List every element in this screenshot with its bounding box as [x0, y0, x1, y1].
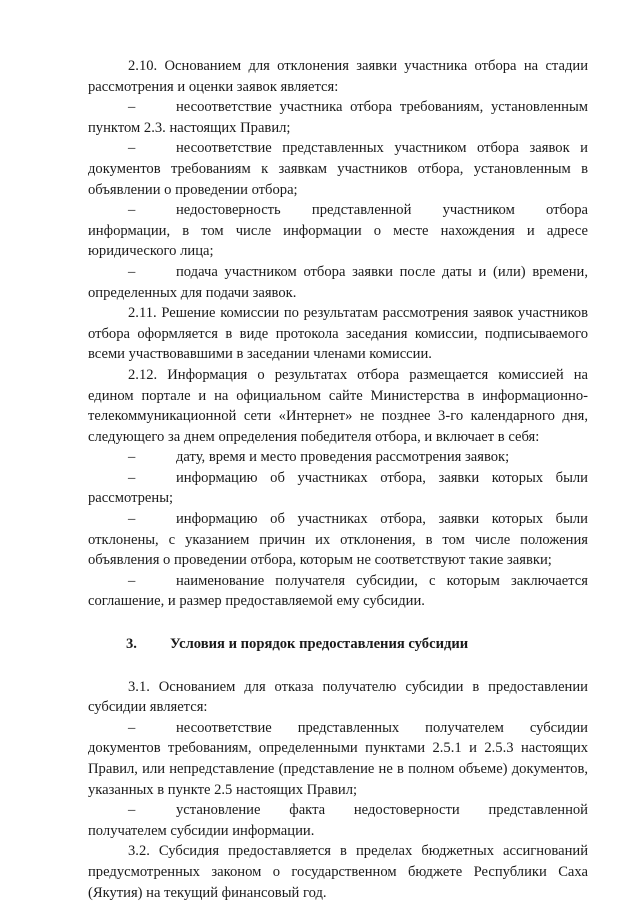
- paragraph-3-1: 3.1. Основанием для отказа получателю субсидии в предоставлении субсидии является:: [88, 678, 588, 716]
- list-item: – несоответствие участника отбора требованиям, установленным пунктом 2.3. настоящих Правил;: [88, 99, 588, 136]
- dash-bullet: –: [128, 719, 136, 736]
- dash-bullet: –: [128, 469, 136, 486]
- document-body: [88, 56, 588, 903]
- section-heading: [88, 634, 588, 655]
- dash-bullet: –: [128, 263, 136, 280]
- dash-bullet: –: [128, 572, 136, 589]
- list-item: – подача участником отбора заявки после даты и (или) времени, определенных для подачи заявок.: [88, 263, 588, 301]
- list-item: – установление факта недостоверности представленной получателем субсидии информации.: [88, 802, 588, 839]
- paragraph-2-12: 2.12. Информация о результатах отбора размещается комиссией на едином портале и на официальном сайте Министерства в информационно-телекоммуникационной сети «Интернет» не позднее 3-го календарного дня, следующего за днем определения победителя отбора, и включает в себя:: [88, 366, 588, 445]
- dash-bullet: –: [128, 99, 136, 116]
- list-item: – информацию об участниках отбора, заявки которых были рассмотрены;: [88, 469, 588, 507]
- list-item: – наименование получателя субсидии, с которым заключается соглашение, и размер предоставляемой ему субсидии.: [88, 572, 588, 610]
- dash-bullet: –: [128, 511, 136, 528]
- list-item: – несоответствие представленных получателем субсидии документов требованиям, определенными пунктами 2.5.1 и 2.5.3 настоящих Правил, или непредставление (представление не в полном объеме) документов, указанных в пункте 2.5 настоящих Правил;: [88, 719, 588, 798]
- section-title: Условия и порядок предоставления субсидии: [170, 636, 469, 653]
- paragraph-2-10: 2.10. Основанием для отклонения заявки участника отбора на стадии рассмотрения и оценки заявок является:: [88, 58, 588, 95]
- dash-bullet: –: [128, 140, 136, 157]
- paragraph-3-2: 3.2. Субсидия предоставляется в пределах бюджетных ассигнований предусмотренных законом о государственном бюджете Республики Саха (Якутия) на текущий финансовый год.: [88, 843, 588, 901]
- list-item: – недостоверность представленной участником отбора информации, в том числе информации о месте нахождения и адресе юридического лица;: [88, 202, 588, 260]
- dash-bullet: –: [128, 202, 136, 219]
- list-item: – дату, время и место проведения рассмотрения заявок;: [88, 447, 588, 468]
- list-item: – несоответствие представленных участником отбора заявок и документов требованиям к заявкам участников отбора, установленным в объявлении о проведении отбора;: [88, 140, 588, 198]
- list-item: – информацию об участниках отбора, заявки которых были отклонены, с указанием причин их отклонения, в том числе положения объявления о проведении отбора, которым не соответствуют такие заявки;: [88, 511, 588, 569]
- dash-bullet: –: [128, 449, 136, 466]
- section-number: 3.: [126, 636, 137, 653]
- paragraph-2-11: 2.11. Решение комиссии по результатам рассмотрения заявок участников отбора оформляется в виде протокола заседания комиссии, подписываемого всеми участвовавшими в заседании членами комиссии.: [88, 305, 588, 363]
- dash-bullet: –: [128, 802, 136, 819]
